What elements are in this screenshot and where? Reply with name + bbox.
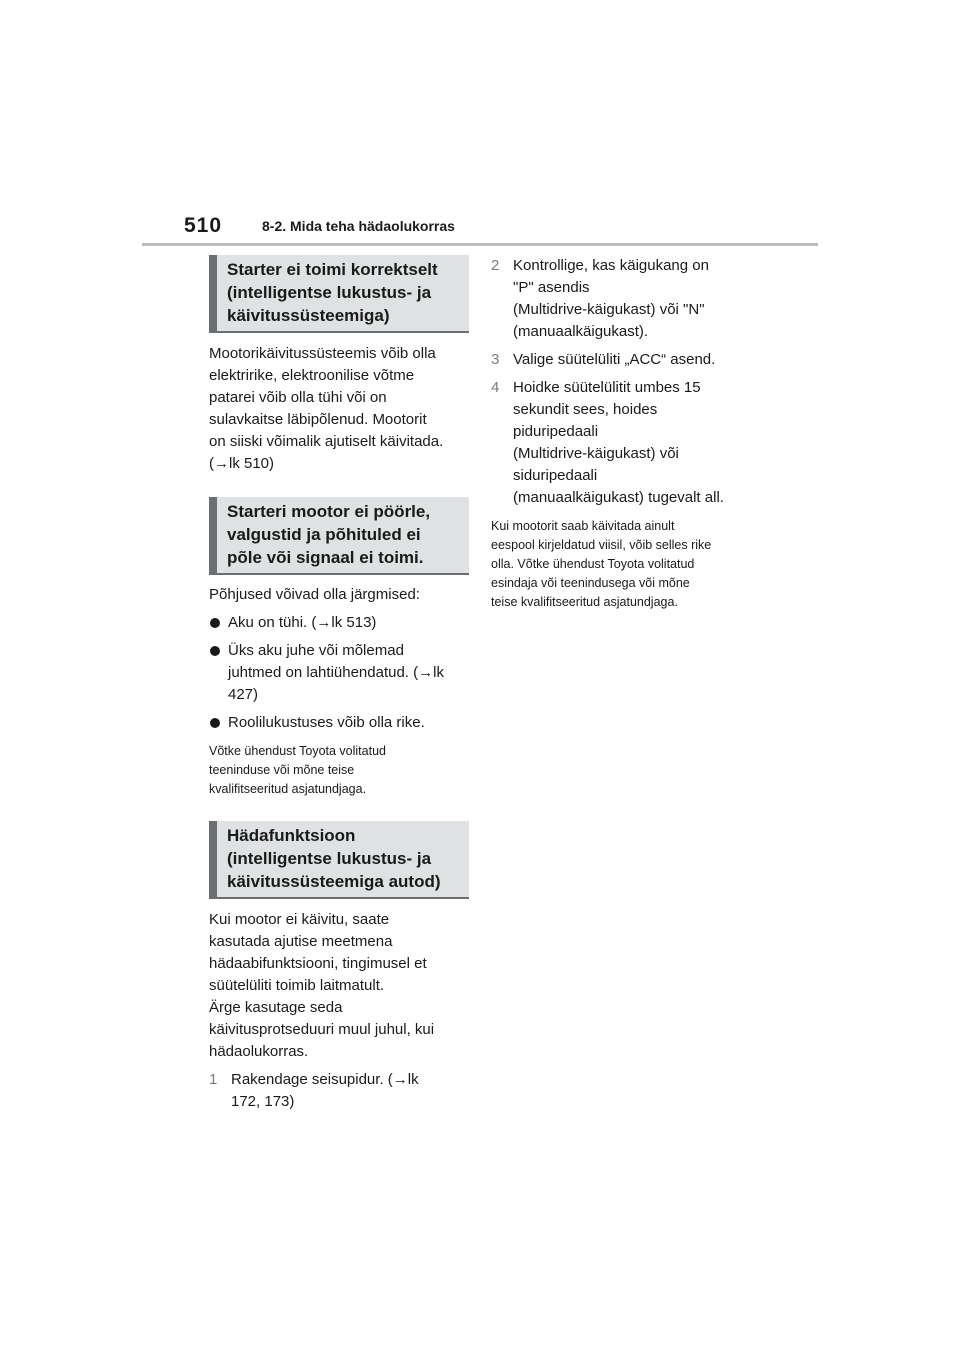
text-line: elektririke, elektroonilise võtme xyxy=(209,367,415,384)
text-line: Valige süütelüliti „ACC“ asend. xyxy=(513,351,716,368)
right-column xyxy=(491,255,749,612)
text-line: Ärge kasutage seda xyxy=(209,999,343,1016)
text-line: Kontrollige, kas käigukang on xyxy=(513,257,709,274)
page-reference: (→lk 510) xyxy=(209,455,275,472)
causes-list xyxy=(209,612,469,734)
step-4 xyxy=(491,377,749,509)
text-line: Rakendage seisupidur. (→lk xyxy=(231,1071,419,1088)
heading-line: Starteri mootor ei pöörle, xyxy=(227,502,431,521)
text-line: käivitusprotseduuri muul juhul, kui xyxy=(209,1021,435,1038)
list-item xyxy=(209,612,469,634)
text-line: patarei võib olla tühi või on xyxy=(209,389,387,406)
text-line: Mootorikäivitussüsteemis võib olla xyxy=(209,345,436,362)
step-number: 4 xyxy=(491,379,500,396)
text-line: (manuaalkäigukast) tugevalt all. xyxy=(513,489,724,506)
text-line: siduripedaali xyxy=(513,467,598,484)
note-possible-fault xyxy=(491,517,749,612)
left-column xyxy=(209,255,469,1113)
heading-starter-malfunction xyxy=(209,255,469,333)
text-line: Võtke ühendust Toyota volitatud xyxy=(209,744,386,758)
text-line: 427) xyxy=(228,686,259,703)
text-line: Kui mootorit saab käivitada ainult xyxy=(491,519,675,533)
step-number: 1 xyxy=(209,1071,218,1088)
step-2 xyxy=(491,255,749,343)
text-line: kvalifitseeritud asjatundjaga. xyxy=(209,782,367,796)
text-line: Aku on tühi. (→lk 513) xyxy=(228,614,377,631)
text-line: hädaabifunktsiooni, tingimusel et xyxy=(209,955,427,972)
text-line: sulavkaitse läbipõlenud. Mootorit xyxy=(209,411,427,428)
text-line: esindaja või teenindusega või mõne xyxy=(491,576,690,590)
header-divider xyxy=(142,243,818,246)
note-contact-service xyxy=(209,742,469,799)
text-line: hädaolukorras. xyxy=(209,1043,309,1060)
page-number: 510 xyxy=(184,214,223,237)
list-item xyxy=(209,640,469,706)
section-title: 8-2. Mida teha hädaolukorras xyxy=(262,218,455,234)
text-line: Roolilukustuses võib olla rike. xyxy=(228,714,425,731)
step-1 xyxy=(209,1069,469,1113)
causes-intro: Põhjused võivad olla järgmised: xyxy=(209,586,420,603)
list-item xyxy=(209,712,469,734)
step-3 xyxy=(491,349,749,371)
text-line: Üks aku juhe või mõlemad xyxy=(228,642,404,659)
heading-line: valgustid ja põhituled ei xyxy=(227,525,421,544)
text-line: juhtmed on lahtiühendatud. (→lk xyxy=(228,664,444,681)
step-number: 3 xyxy=(491,351,500,368)
text-line: (Multidrive-käigukast) või "N" xyxy=(513,301,705,318)
text-line: Kui mootor ei käivitu, saate xyxy=(209,911,390,928)
text-line: on siiski võimalik ajutiselt käivitada. xyxy=(209,433,444,450)
text-line: teeninduse või mõne teise xyxy=(209,763,355,777)
text-line: teise kvalifitseeritud asjatundjaga. xyxy=(491,595,678,609)
text-line: kasutada ajutise meetmena xyxy=(209,933,393,950)
heading-line: (intelligentse lukustus- ja xyxy=(227,283,432,302)
heading-line: käivitussüsteemiga autod) xyxy=(227,872,441,891)
text-line: süütelüliti toimib laitmatult. xyxy=(209,977,385,994)
heading-starter-motor xyxy=(209,497,469,575)
heading-line: põle või signaal ei toimi. xyxy=(227,548,424,567)
heading-line: Hädafunktsioon xyxy=(227,826,356,845)
heading-line: (intelligentse lukustus- ja xyxy=(227,849,432,868)
paragraph-emergency-info xyxy=(209,909,469,1063)
text-line: Hoidke süütelülitit umbes 15 xyxy=(513,379,701,396)
text-line: (manuaalkäigukast). xyxy=(513,323,649,340)
heading-emergency-function xyxy=(209,821,469,899)
text-line: piduripedaali xyxy=(513,423,599,440)
text-line: eespool kirjeldatud viisil, võib selles rike xyxy=(491,538,712,552)
text-line: sekundit sees, hoides xyxy=(513,401,658,418)
heading-line: Starter ei toimi korrektselt xyxy=(227,260,438,279)
text-line: "P" asendis xyxy=(513,279,590,296)
paragraph-starter-info xyxy=(209,343,469,475)
heading-line: käivitussüsteemiga) xyxy=(227,306,390,325)
step-number: 2 xyxy=(491,257,500,274)
text-line: 172, 173) xyxy=(231,1093,295,1110)
text-line: (Multidrive-käigukast) või xyxy=(513,445,679,462)
text-line: olla. Võtke ühendust Toyota volitatud xyxy=(491,557,695,571)
